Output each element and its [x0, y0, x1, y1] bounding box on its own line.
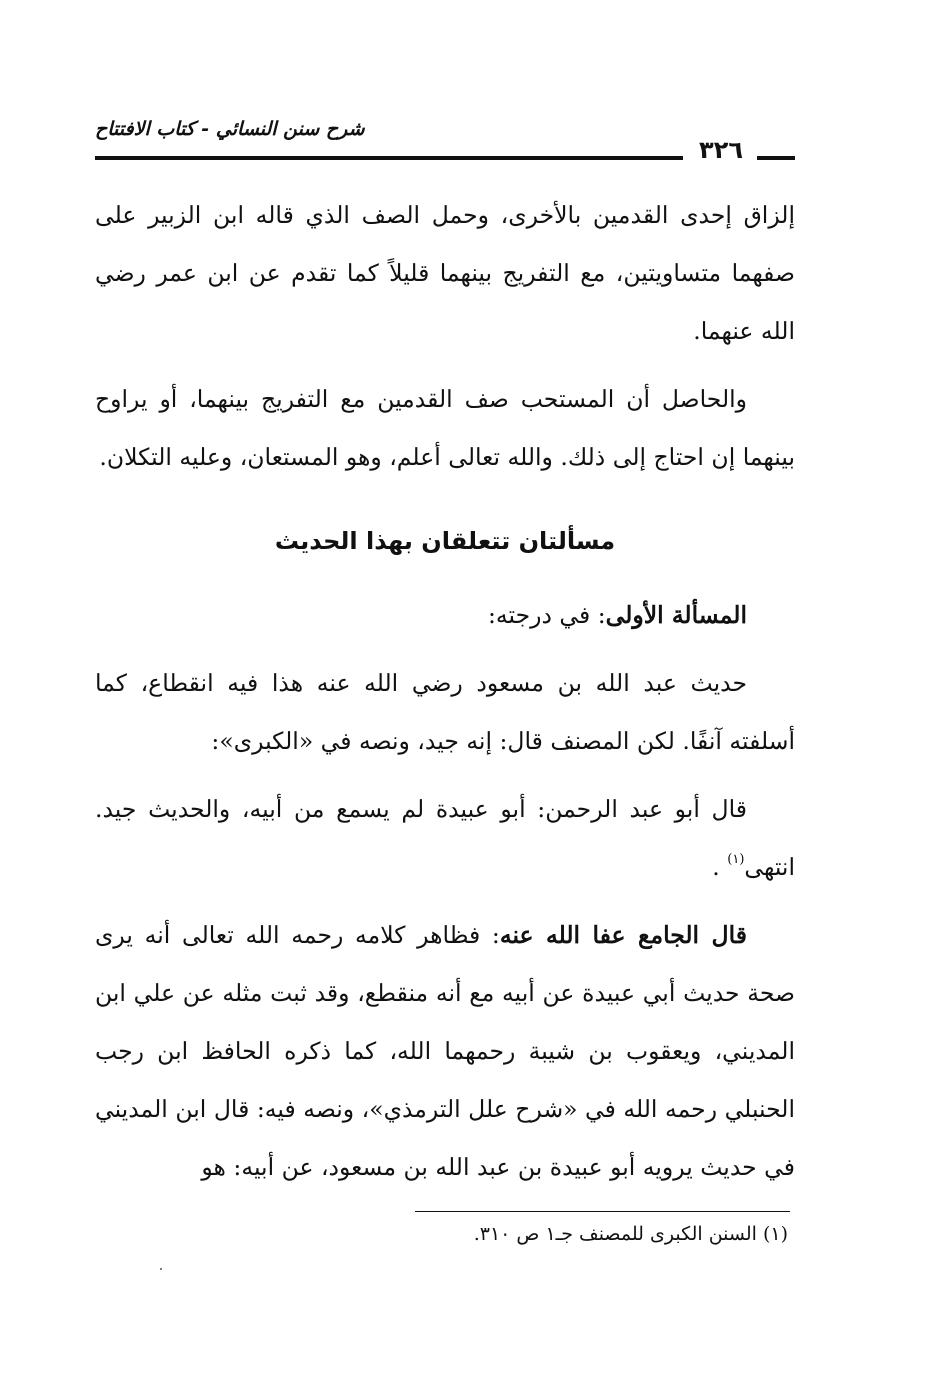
compiler-text: : فظاهر كلامه رحمه الله تعالى أنه يرى صحة حديث أبي عبيدة عن أبيه مع أنه منقطع، وقد ثبت مثله عن علي ابن المديني، ويعقوب بن شيبة رحمهما الله، كما ذكره الحافظ ابن رجب الحنبلي رحمه الله في «شرح علل الترمذي»، ونصه فيه: قال ابن المديني في حديث يرويه أبو عبيدة بن عبد الله بن مسعود، عن أبيه: هو [95, 921, 795, 1181]
page-number-rule [757, 156, 795, 160]
paragraph-continued: إلزاق إحدى القدمين بالأخرى، وحمل الصف الذي قاله ابن الزبير على صفهما متساويتين، مع التفريج بينهما قليلاً كما تقدم عن ابن عمر رضي الله عنهما. [95, 201, 795, 345]
paragraph-hadith-note: حديث عبد الله بن مسعود رضي الله عنه هذا فيه انقطاع، كما أسلفته آنفًا. لكن المصنف قال: إنه جيد، ونصه في «الكبرى»: [95, 669, 795, 755]
paragraph-summary: والحاصل أن المستحب صف القدمين مع التفريج بينهما، أو يراوح بينهما إن احتاج إلى ذلك. والله تعالى أعلم، وهو المستعان، وعليه التكلان. [95, 385, 795, 471]
paragraph-quote [95, 780, 795, 896]
quote-end: . [712, 853, 720, 881]
compiler-label: قال الجامع عفا الله عنه [499, 921, 747, 949]
first-issue-label: المسألة الأولى [605, 601, 747, 629]
header-title: شرح سنن النسائي - كتاب الافتتاح [95, 118, 365, 140]
paragraph-compiler [95, 906, 795, 1196]
quote-text: قال أبو عبد الرحمن: أبو عبيدة لم يسمع من أبيه، والحديث جيد. انتهى [95, 795, 795, 881]
running-header [95, 118, 795, 168]
main-text [95, 186, 795, 1196]
page-number: ٣٢٦ [699, 136, 743, 164]
section-heading: مسألتان تتعلقان بهذا الحديث [274, 527, 616, 555]
paragraph-first-issue [95, 586, 795, 644]
scan-speck [160, 1268, 162, 1270]
footnote-marker: (١) [727, 852, 745, 867]
footnote: (١) السنن الكبرى للمصنف جـ١ ص ٣١٠. [473, 1223, 788, 1245]
header-rule [95, 156, 683, 160]
footnote-rule [415, 1211, 790, 1212]
first-issue-text: : في درجته: [487, 601, 606, 629]
